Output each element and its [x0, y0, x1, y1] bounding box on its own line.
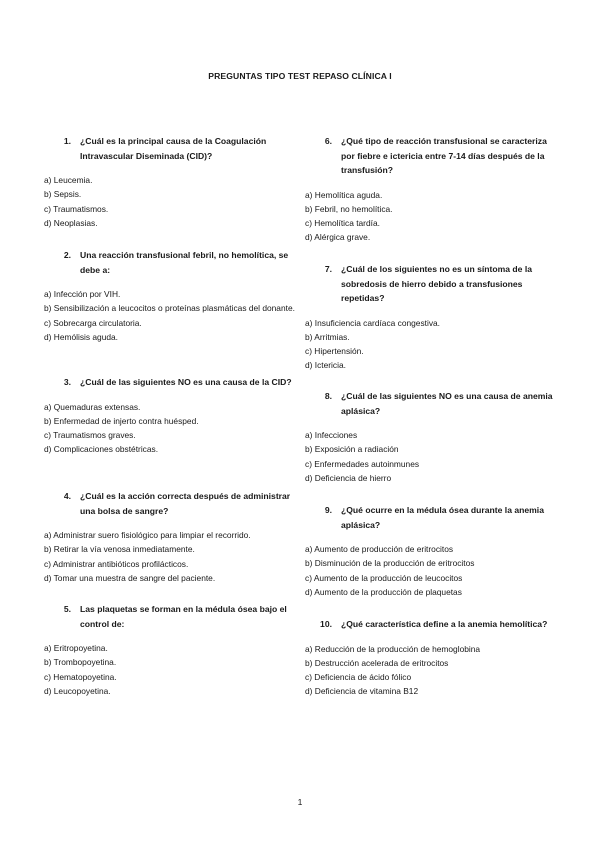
option-a: a) Eritropoyetina.: [44, 643, 108, 653]
option-a: a) Infección por VIH.: [44, 289, 121, 299]
option-d: d) Deficiencia de hierro: [305, 472, 392, 483]
question-1: [44, 134, 302, 230]
question-text: ¿Qué tipo de reacción transfusional se caracteriza por fiebre e ictericia entre 7-14 días después de la transfusión?: [341, 136, 547, 175]
option-c: c) Aumento de la producción de leucocitos: [305, 572, 463, 583]
option-c: c) Traumatismos graves.: [44, 430, 136, 441]
option-d: d) Tomar una muestra de sangre del paciente.: [44, 572, 216, 583]
option-b: b) Trombopoyetina.: [44, 657, 117, 668]
option-a: a) Infecciones: [305, 430, 358, 440]
question-text: Una reacción transfusional febril, no hemolítica, se debe a:: [80, 250, 289, 275]
question-text: ¿Qué ocurre en la médula ósea durante la anemia aplásica?: [341, 505, 544, 530]
option-c: c) Sobrecarga circulatoria.: [44, 317, 142, 328]
option-b: b) Enfermedad de injerto contra huésped.: [44, 415, 199, 426]
option-b: b) Disminución de la producción de eritrocitos: [305, 558, 475, 569]
option-a: a) Leucemia.: [44, 175, 93, 185]
option-d: d) Deficiencia de vitamina B12: [305, 686, 419, 697]
question-number: 6.: [324, 136, 332, 146]
question-number: 1.: [63, 136, 71, 146]
question-number: 9.: [324, 505, 332, 515]
option-b: b) Exposición a radiación: [305, 444, 399, 455]
option-d: d) Ictericia.: [305, 360, 346, 371]
option-b: b) Destrucción acelerada de eritrocitos: [305, 657, 449, 668]
option-b: b) Sensibilización a leucocitos o proteínas plasmáticas del donante.: [44, 303, 295, 314]
option-c: c) Hemolítica tardía.: [305, 218, 380, 229]
question-4: [44, 489, 302, 585]
option-c: c) Administrar antibióticos profilácticos.: [44, 558, 189, 569]
page-title: PREGUNTAS TIPO TEST REPASO CLÍNICA I: [208, 71, 392, 81]
option-a: a) Aumento de producción de eritrocitos: [305, 544, 454, 554]
option-c: c) Enfermedades autoinmunes: [305, 458, 420, 469]
option-c: c) Hematopoyetina.: [44, 671, 117, 682]
question-10: [305, 617, 567, 699]
option-a: a) Insuficiencia cardíaca congestiva.: [305, 317, 441, 328]
option-d: d) Hemólisis aguda.: [44, 331, 119, 342]
question-text: ¿Cuál de las siguientes NO es una causa de anemia aplásica?: [341, 391, 553, 416]
option-a: a) Administrar suero fisiológico para limpiar el recorrido.: [44, 530, 251, 540]
option-c: c) Deficiencia de ácido fólico: [305, 672, 412, 683]
option-d: d) Leucopoyetina.: [44, 685, 111, 696]
page-number: 1: [297, 797, 303, 807]
option-b: b) Arritmias.: [305, 331, 350, 342]
question-8: [305, 389, 567, 485]
option-b: b) Sepsis.: [44, 189, 82, 200]
option-c: c) Hipertensión.: [305, 346, 364, 357]
question-text: Las plaquetas se forman en la médula ósea bajo el control de:: [80, 604, 287, 629]
question-number: 5.: [63, 604, 71, 614]
option-d: d) Aumento de la producción de plaquetas: [305, 586, 462, 597]
question-7: [305, 262, 567, 373]
option-b: b) Febril, no hemolítica.: [305, 203, 393, 214]
question-text: ¿Cuál de los siguientes no es un síntoma de la sobredosis de hierro debido a transfusiones repetidas?: [341, 264, 533, 303]
question-text: ¿Cuál de las siguientes NO es una causa de la CID?: [80, 377, 292, 387]
question-number: 10.: [320, 619, 332, 629]
question-2: [44, 248, 302, 344]
option-d: d) Neoplasias.: [44, 217, 98, 228]
option-b: b) Retirar la vía venosa inmediatamente.: [44, 544, 195, 555]
question-6: [305, 134, 567, 245]
question-text: ¿Cuál es la acción correcta después de administrar una bolsa de sangre?: [80, 491, 291, 516]
question-9: [305, 503, 567, 599]
question-number: 4.: [63, 491, 71, 501]
question-number: 2.: [63, 250, 71, 260]
option-c: c) Traumatismos.: [44, 203, 109, 214]
question-text: ¿Qué característica define a la anemia hemolítica?: [341, 619, 548, 629]
question-number: 7.: [324, 264, 332, 274]
option-d: d) Complicaciones obstétricas.: [44, 444, 159, 455]
option-d: d) Alérgica grave.: [305, 232, 371, 243]
question-text: ¿Cuál es la principal causa de la Coagulación Intravascular Diseminada (CID)?: [80, 136, 267, 161]
option-a: a) Hemolítica aguda.: [305, 189, 383, 200]
question-5: [44, 602, 302, 698]
option-a: a) Reducción de la producción de hemoglobina: [305, 643, 481, 654]
question-number: 8.: [324, 391, 332, 401]
question-3: [44, 375, 302, 457]
question-number: 3.: [63, 377, 71, 387]
option-a: a) Quemaduras extensas.: [44, 401, 141, 412]
